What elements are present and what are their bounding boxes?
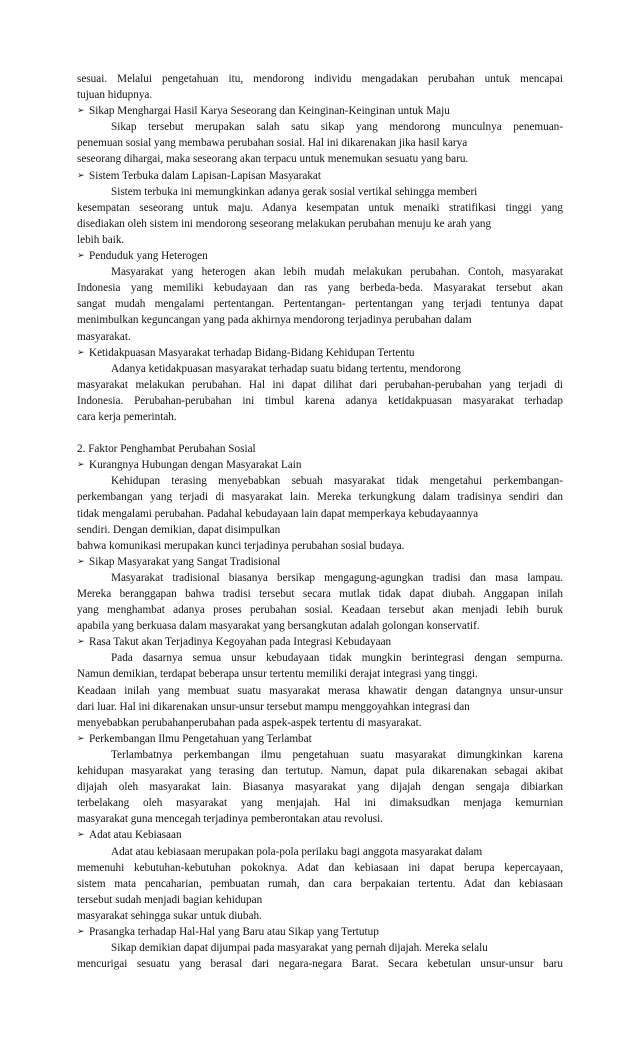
text-line: sendiri. Dengan demikian, dapat disimpulkan	[77, 523, 281, 536]
bullet-heading	[77, 634, 563, 650]
text-line: tidak mengalami perubahan. Padahal kebudayaan lain dapat memperkaya kebudayaannya	[77, 507, 479, 520]
arrow-bullet-icon: ➢	[77, 106, 85, 117]
document-page	[77, 71, 563, 972]
arrow-bullet-icon: ➢	[77, 926, 85, 937]
bullet-heading	[77, 827, 563, 843]
text-line: Indonesia. Perubahan-perubahan ini timbul karena adanya ketidakpuasan masyarakat terhadap	[77, 394, 563, 407]
bullet-heading-text: Sistem Terbuka dalam Lapisan-Lapisan Masyarakat	[89, 169, 322, 182]
paragraph-first-line: Sistem terbuka ini memungkinkan adanya gerak sosial vertikal sehingga memberi	[111, 185, 478, 198]
arrow-bullet-icon: ➢	[77, 170, 85, 181]
bullet-heading-text: Ketidakpuasan Masyarakat terhadap Bidang-Bidang Kehidupan Tertentu	[89, 346, 415, 359]
bullet-heading	[77, 168, 563, 184]
text-line: mencurigai sesuatu yang berasal dari negara-negara Barat. Secara kebetulan unsur-unsur baru	[77, 958, 563, 971]
paragraph-first-line: Masyarakat yang heterogen akan lebih mudah melakukan perubahan. Contoh, masyarakat	[111, 266, 563, 279]
bullet-heading-text: Adat atau Kebiasaan	[89, 829, 182, 842]
arrow-bullet-icon: ➢	[77, 460, 85, 471]
bullet-heading-text: Prasangka terhadap Hal-Hal yang Baru atau Sikap yang Tertutup	[89, 925, 379, 938]
bullet-heading	[77, 731, 563, 747]
text-line: Namun demikian, terdapat beberapa unsur tertentu memiliki derajat integrasi yang tinggi.	[77, 668, 478, 681]
paragraph-first-line: Sikap tersebut merupakan salah satu sikap yang mendorong munculnya penemuan-	[111, 121, 563, 134]
arrow-bullet-icon: ➢	[77, 830, 85, 841]
bullet-heading-text: Sikap Menghargai Hasil Karya Seseorang dan Keinginan-Keinginan untuk Maju	[89, 105, 450, 118]
bullet-heading	[77, 248, 563, 264]
paragraph-first-line: Terlambatnya perkembangan ilmu pengetahuan suatu masyarakat dimungkinkan karena	[111, 748, 563, 761]
text-line: terbelakang oleh masyarakat yang menjajah. Hal ini dimaksudkan menjaga kemurnian	[77, 797, 563, 810]
text-line: disediakan oleh sistem ini mendorong seseorang melakukan perubahan menuju ke arah yang	[77, 217, 492, 230]
bullet-heading	[77, 554, 563, 570]
bullet-heading-text: Penduduk yang Heterogen	[89, 250, 208, 263]
text-line: masyarakat guna mencegah terjadinya pemberontakan atau revolusi.	[77, 813, 383, 826]
text-line: sesuai. Melalui pengetahuan itu, mendorong individu mengadakan perubahan untuk mencapai	[77, 73, 563, 85]
text-line: bahwa komunikasi merupakan kunci terjadinya perubahan sosial budaya.	[77, 539, 405, 552]
text-line: kesempatan seseorang untuk maju. Adanya kesempatan untuk menaiki stratifikasi tinggi yang	[77, 201, 563, 214]
text-line: Keadaan inilah yang membuat suatu masyarakat merasa khawatir dengan datangnya unsur-unsur	[77, 684, 563, 697]
text-line: penemuan sosial yang membawa perubahan sosial. Hal ini dikarenakan jika hasil karya	[77, 137, 468, 150]
bullet-heading-text: Sikap Masyarakat yang Sangat Tradisional	[89, 555, 281, 568]
text-line: memenuhi kebutuhan-kebutuhan pokoknya. Adat dan kebiasaan ini dapat berupa kepercayaan,	[77, 861, 563, 874]
text-line: Indonesia yang memiliki kebudayaan dan ras yang berbeda-beda. Masyarakat tersebut akan	[77, 282, 563, 295]
arrow-bullet-icon: ➢	[77, 733, 85, 744]
text-line: menyebabkan perubahanperubahan pada aspek-aspek tertentu di masyarakat.	[77, 716, 422, 729]
bullet-heading	[77, 103, 563, 119]
text-line: masyarakat sehingga sukar untuk diubah.	[77, 909, 262, 922]
bullet-heading	[77, 345, 563, 361]
text-line: cara kerja pemerintah.	[77, 410, 177, 423]
bullet-heading	[77, 457, 563, 473]
text-line: Mereka beranggapan bahwa tradisi tersebut secara mutlak tidak dapat diubah. Anggapan inilah	[77, 588, 563, 600]
text-line: menimbulkan keguncangan yang pada akhirnya mendorong terjadinya perubahan dalam	[77, 314, 472, 327]
text-line: sistem mata pencaharian, pembuatan rumah, dan cara berpakaian tertentu. Adat dan kebiasaan	[77, 877, 563, 890]
paragraph-first-line: Adat atau kebiasaan merupakan pola-pola perilaku bagi anggota masyarakat dalam	[111, 845, 483, 858]
bullet-heading-text: Perkembangan Ilmu Pengetahuan yang Terlambat	[89, 732, 312, 745]
text-line: tujuan hidupnya.	[77, 89, 153, 102]
text-line: kehidupan masyarakat yang terasing dan tertutup. Namun, dapat pula dikarenakan sebagai akibat	[77, 765, 563, 778]
text-line: masyarakat.	[77, 330, 131, 343]
paragraph-first-line: Pada dasarnya semua unsur kebudayaan tidak mungkin berintegrasi dengan sempurna.	[111, 652, 563, 665]
paragraph-spacer	[77, 425, 563, 441]
bullet-heading-text: Kurangnya Hubungan dengan Masyarakat Lain	[89, 459, 302, 472]
paragraph-first-line: Kehidupan terasing menyebabkan sebuah masyarakat tidak mengetahui perkembangan-	[111, 475, 563, 488]
arrow-bullet-icon: ➢	[77, 347, 85, 358]
bullet-heading-text: Rasa Takut akan Terjadinya Kegoyahan pada Integrasi Kebudayaan	[89, 636, 392, 649]
paragraph-first-line: Sikap demikian dapat dijumpai pada masyarakat yang pernah dijajah. Mereka selalu	[111, 942, 488, 955]
arrow-bullet-icon: ➢	[77, 556, 85, 567]
text-line: dari luar. Hal ini dikarenakan unsur-unsur tersebut mampu menggoyahkan integrasi dan	[77, 700, 470, 713]
text-line: perkembangan yang terjadi di masyarakat lain. Mereka terkungkung dalam tradisinya sendiri dan	[77, 491, 563, 504]
text-line: yang menghambat adanya proses perubahan sosial. Keadaan tersebut akan menjadi lebih buruk	[77, 604, 563, 617]
text-line: seseorang dihargai, maka seseorang akan terpacu untuk menemukan sesuatu yang baru.	[77, 153, 469, 166]
arrow-bullet-icon: ➢	[77, 251, 85, 262]
text-line: apabila yang berkuasa dalam masyarakat yang bersangkutan adalah golongan konservatif.	[77, 620, 480, 633]
text-line: tersebut sudah menjadi bagian kehidupan	[77, 893, 263, 906]
text-line: dijajah oleh masyarakat lain. Biasanya masyarakat yang dijajah dengan sengaja dibiarkan	[77, 781, 563, 794]
text-line: sangat mudah mengalami pertentangan. Pertentangan- pertentangan yang terjadi tentunya dapat	[77, 298, 563, 311]
text-line: lebih baik.	[77, 233, 125, 246]
paragraph-first-line: Masyarakat tradisional biasanya bersikap mengagung-agungkan tradisi dan masa lampau.	[111, 571, 563, 584]
text-line: masyarakat melakukan perubahan. Hal ini dapat dilihat dari perubahan-perubahan yang terjadi di	[77, 378, 563, 391]
text-line: 2. Faktor Penghambat Perubahan Sosial	[77, 443, 256, 456]
arrow-bullet-icon: ➢	[77, 637, 85, 648]
bullet-heading	[77, 924, 563, 940]
paragraph-first-line: Adanya ketidakpuasan masyarakat terhadap suatu bidang tertentu, mendorong	[111, 362, 461, 375]
